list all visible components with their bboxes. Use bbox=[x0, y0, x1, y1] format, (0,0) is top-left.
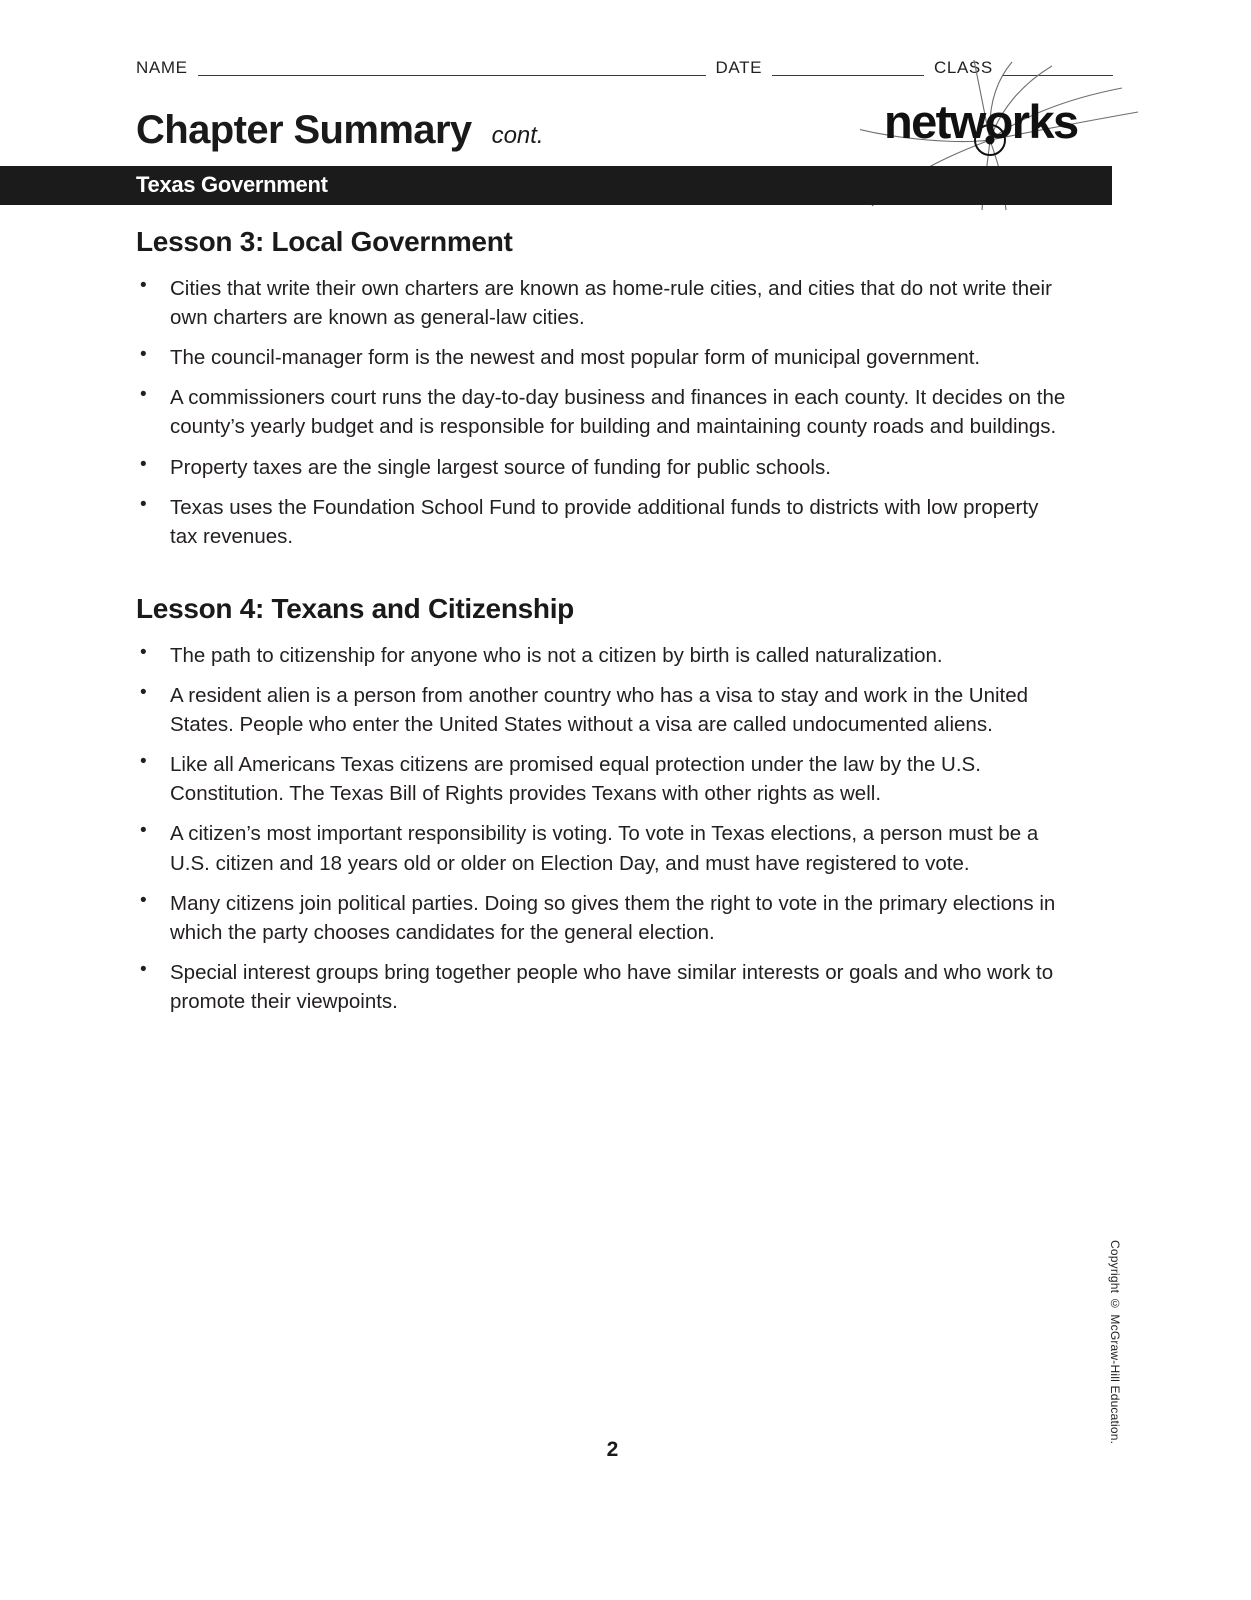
list-item: • A commissioners court runs the day-to-day business and finances in each county. It decides on the county’s yearly budget and is responsible for building and maintaining county roads and buildings. bbox=[136, 383, 1066, 441]
page-title-continued: cont. bbox=[491, 122, 544, 149]
class-label: CLASS bbox=[934, 58, 993, 77]
section-banner-title: Texas Government bbox=[136, 172, 328, 197]
summary-content bbox=[136, 226, 1066, 1027]
list-item: • The council-manager form is the newest and most popular form of municipal government. bbox=[136, 343, 1066, 372]
name-write-line[interactable] bbox=[198, 75, 706, 76]
list-item: • A citizen’s most important responsibility is voting. To vote in Texas elections, a person must be a U.S. citizen and 18 years old or older on Election Day, and must have registered to vote. bbox=[136, 819, 1066, 877]
list-item: • Property taxes are the single largest source of funding for public schools. bbox=[136, 453, 1066, 482]
lesson-3-bullet-list bbox=[136, 274, 1066, 551]
copyright-notice: Copyright © McGraw-Hill Education. bbox=[1108, 1240, 1122, 1445]
list-item: • Many citizens join political parties. Doing so gives them the right to vote in the primary elections in which the party chooses candidates for the general election. bbox=[136, 889, 1066, 947]
list-item: • A resident alien is a person from another country who has a visa to stay and work in the United States. People who enter the United States without a visa are called undocumented aliens. bbox=[136, 681, 1066, 739]
list-item: • The path to citizenship for anyone who is not a citizen by birth is called naturalization. bbox=[136, 641, 1066, 670]
list-item: • Cities that write their own charters are known as home-rule cities, and cities that do not write their own charters are known as general-law cities. bbox=[136, 274, 1066, 332]
page-number: 2 bbox=[606, 1438, 619, 1461]
lesson-4-heading: Lesson 4: Texans and Citizenship bbox=[136, 592, 574, 624]
page-title-row bbox=[136, 110, 544, 150]
page-title: Chapter Summary bbox=[136, 108, 472, 152]
networks-logo-text: networks bbox=[884, 95, 1078, 148]
lesson-4-bullet-list bbox=[136, 641, 1066, 1016]
name-label: NAME bbox=[136, 58, 188, 77]
date-label: DATE bbox=[715, 58, 763, 77]
list-item: • Special interest groups bring together people who have similar interests or goals and who work to promote their viewpoints. bbox=[136, 958, 1066, 1016]
list-item: • Like all Americans Texas citizens are promised equal protection under the law by the U.S. Constitution. The Texas Bill of Rights provides Texans with other rights as well. bbox=[136, 750, 1066, 808]
list-item: • Texas uses the Foundation School Fund to provide additional funds to districts with low property tax revenues. bbox=[136, 493, 1066, 551]
lesson-3-heading: Lesson 3: Local Government bbox=[136, 226, 513, 257]
